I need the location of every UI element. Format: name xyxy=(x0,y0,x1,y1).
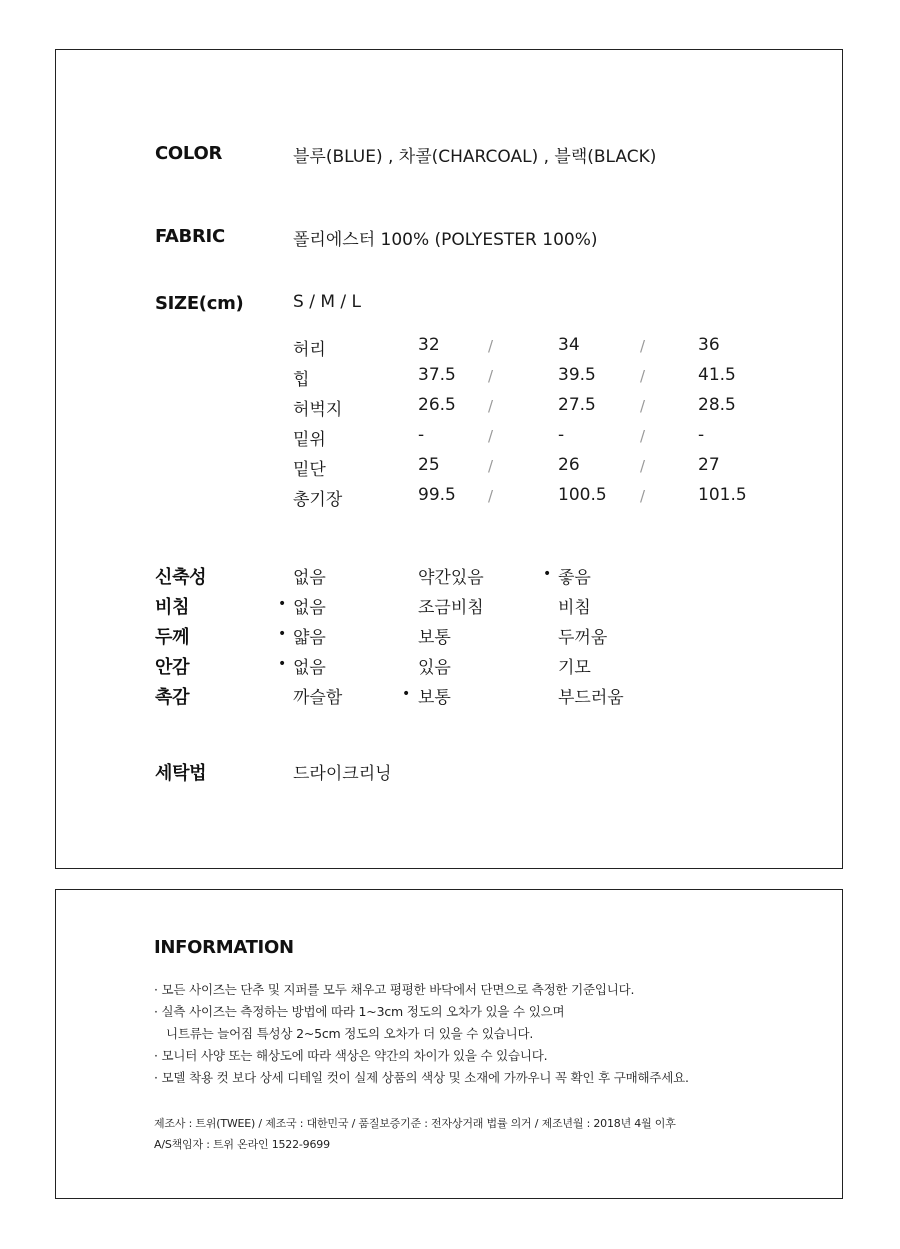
attribute-option: 부드러움 xyxy=(558,688,624,708)
size-s-value: 37.5 xyxy=(418,365,456,385)
size-separator: / xyxy=(640,397,646,415)
product-spec-panel xyxy=(55,49,843,869)
attribute-option: 없음 xyxy=(293,568,326,588)
attribute-option: 까슬함 xyxy=(293,688,343,708)
attribute-option-selected: 좋음 xyxy=(558,568,591,588)
information-panel xyxy=(55,889,843,1199)
attribute-option: 비침 xyxy=(558,598,591,618)
selected-bullet-icon: • xyxy=(278,626,287,642)
attribute-label: 신축성 xyxy=(155,567,207,588)
measure-name: 허리 xyxy=(293,340,326,360)
size-s-value: 25 xyxy=(418,455,440,475)
size-m-value: - xyxy=(558,425,565,445)
attribute-option-selected: 얇음 xyxy=(293,628,326,648)
wash-label: 세탁법 xyxy=(155,763,207,784)
attribute-label: 두께 xyxy=(155,627,190,648)
info-note: 니트류는 늘어짐 특성상 2~5cm 정도의 오차가 더 있을 수 있습니다. xyxy=(166,1026,534,1041)
attribute-option: 보통 xyxy=(418,628,451,648)
size-separator: / xyxy=(640,457,646,475)
attribute-label: 비침 xyxy=(155,597,190,618)
color-value: 블루(BLUE) , 차콜(CHARCOAL) , 블랙(BLACK) xyxy=(293,147,657,167)
after-service-info: A/S책임자 : 트위 온라인 1522-9699 xyxy=(154,1138,330,1151)
attribute-label: 안감 xyxy=(155,657,190,678)
measure-name: 허벅지 xyxy=(293,400,343,420)
fabric-value: 폴리에스터 100% (POLYESTER 100%) xyxy=(293,230,598,250)
size-l-value: 36 xyxy=(698,335,720,355)
size-m-value: 27.5 xyxy=(558,395,596,415)
size-separator: / xyxy=(488,427,494,445)
measure-name: 밑위 xyxy=(293,430,326,450)
info-note: · 모델 착용 컷 보다 상세 디테일 컷이 실제 상품의 색상 및 소재에 가까우니 꼭 확인 후 구매해주세요. xyxy=(154,1070,689,1085)
selected-bullet-icon: • xyxy=(543,566,552,582)
size-s-value: 99.5 xyxy=(418,485,456,505)
selected-bullet-icon: • xyxy=(402,686,411,702)
attribute-option: 약간있음 xyxy=(418,568,484,588)
info-note: · 실측 사이즈는 측정하는 방법에 따라 1~3cm 정도의 오차가 있을 수 있으며 xyxy=(154,1004,565,1019)
size-m-value: 39.5 xyxy=(558,365,596,385)
size-separator: / xyxy=(640,337,646,355)
measure-name: 힙 xyxy=(293,370,310,390)
information-title: INFORMATION xyxy=(154,937,294,958)
size-l-value: 28.5 xyxy=(698,395,736,415)
attribute-option: 있음 xyxy=(418,658,451,678)
size-l-value: - xyxy=(698,425,705,445)
size-separator: / xyxy=(488,457,494,475)
selected-bullet-icon: • xyxy=(278,656,287,672)
measure-name: 밑단 xyxy=(293,460,326,480)
info-note: · 모니터 사양 또는 해상도에 따라 색상은 약간의 차이가 있을 수 있습니다. xyxy=(154,1048,548,1063)
size-separator: / xyxy=(488,397,494,415)
size-l-value: 101.5 xyxy=(698,485,747,505)
size-separator: / xyxy=(488,367,494,385)
attribute-option: 두꺼움 xyxy=(558,628,608,648)
size-m-value: 100.5 xyxy=(558,485,607,505)
manufacturer-info: 제조사 : 트위(TWEE) / 제조국 : 대한민국 / 품질보증기준 : 전자상거래 법률 의거 / 제조년월 : 2018년 4월 이후 xyxy=(154,1117,676,1130)
attribute-option-selected: 보통 xyxy=(418,688,451,708)
color-label: COLOR xyxy=(155,143,223,164)
size-separator: / xyxy=(640,427,646,445)
info-note: · 모든 사이즈는 단추 및 지퍼를 모두 채우고 평평한 바닥에서 단면으로 측정한 기준입니다. xyxy=(154,982,635,997)
wash-value: 드라이크리닝 xyxy=(293,764,392,784)
attribute-option: 기모 xyxy=(558,658,591,678)
size-separator: / xyxy=(488,487,494,505)
size-m-value: 26 xyxy=(558,455,580,475)
size-s-value: 32 xyxy=(418,335,440,355)
size-s-value: - xyxy=(418,425,425,445)
size-separator: / xyxy=(640,367,646,385)
size-separator: / xyxy=(640,487,646,505)
attribute-option: 조금비침 xyxy=(418,598,484,618)
fabric-label: FABRIC xyxy=(155,226,225,247)
size-m-value: 34 xyxy=(558,335,580,355)
size-l-value: 41.5 xyxy=(698,365,736,385)
size-l-value: 27 xyxy=(698,455,720,475)
attribute-option-selected: 없음 xyxy=(293,658,326,678)
selected-bullet-icon: • xyxy=(278,596,287,612)
size-label: SIZE(cm) xyxy=(155,293,244,314)
size-separator: / xyxy=(488,337,494,355)
measure-name: 총기장 xyxy=(293,490,343,510)
attribute-label: 촉감 xyxy=(155,687,190,708)
attribute-option-selected: 없음 xyxy=(293,598,326,618)
size-options: S / M / L xyxy=(293,292,361,312)
size-s-value: 26.5 xyxy=(418,395,456,415)
